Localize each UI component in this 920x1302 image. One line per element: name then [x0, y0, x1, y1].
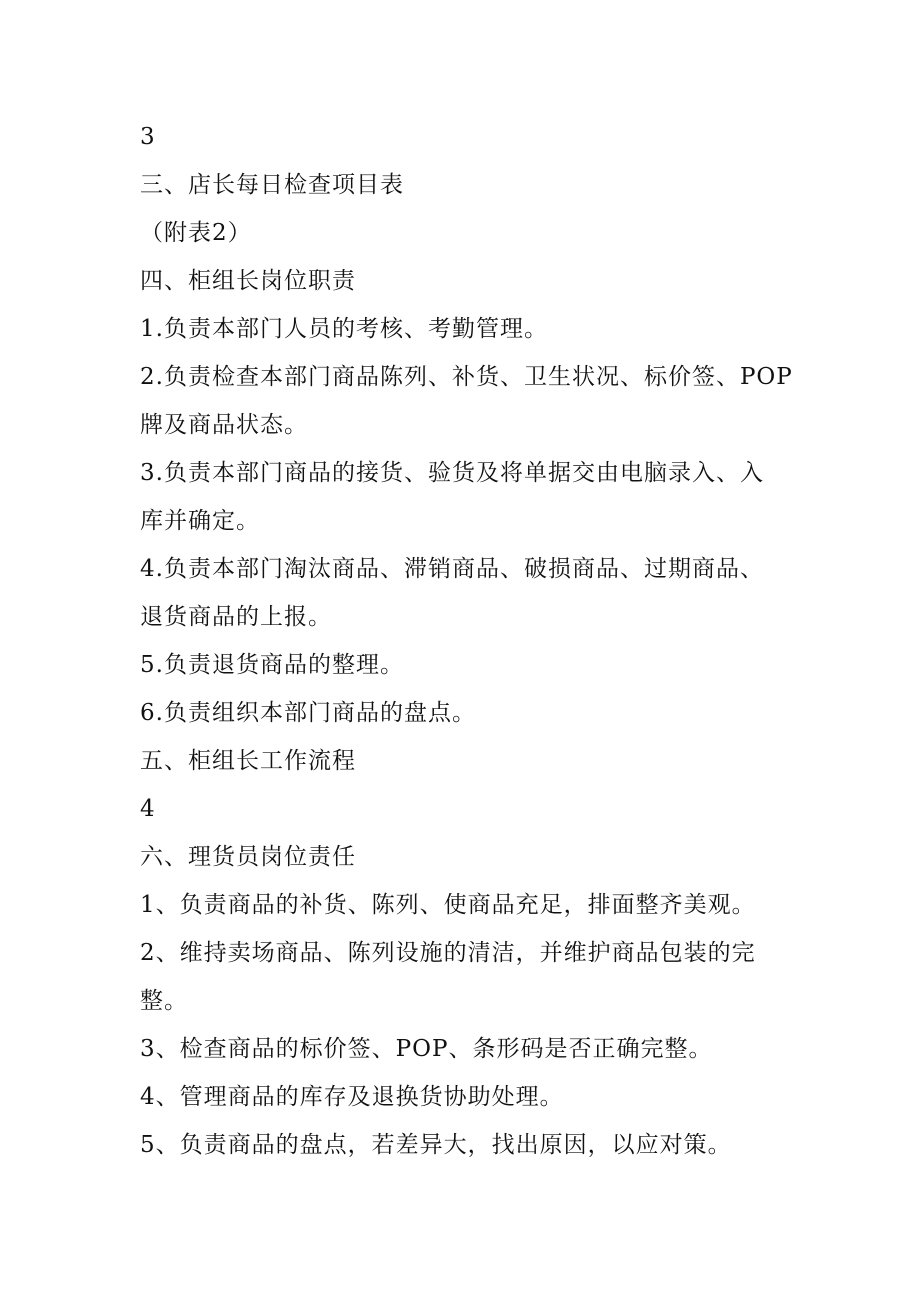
duty-item-5: 5.负责退货商品的整理。 — [140, 652, 404, 678]
clerk-item-5: 5、负责商品的盘点，若差异大，找出原因，以应对策。 — [140, 1132, 732, 1158]
clerk-item-2: 2、维持卖场商品、陈列设施的清洁，并维护商品包装的完 — [140, 940, 756, 966]
section-heading-5: 五、柜组长工作流程 — [140, 748, 356, 774]
page-number-4: 4 — [140, 796, 156, 822]
section-heading-3: 三、店长每日检查项目表 — [140, 172, 404, 198]
duty-item-4: 4.负责本部门淘汰商品、滞销商品、破损商品、过期商品、 — [140, 556, 764, 582]
duty-item-2-cont: 牌及商品状态。 — [140, 412, 308, 438]
duty-item-6: 6.负责组织本部门商品的盘点。 — [140, 700, 476, 726]
clerk-item-1: 1、负责商品的补货、陈列、使商品充足，排面整齐美观。 — [140, 892, 756, 918]
duty-item-4-cont: 退货商品的上报。 — [140, 604, 332, 630]
duty-item-3-cont: 库并确定。 — [140, 508, 260, 534]
clerk-item-4: 4、管理商品的库存及退换货协助处理。 — [140, 1084, 564, 1110]
clerk-item-2-cont: 整。 — [140, 988, 188, 1014]
section-heading-4: 四、柜组长岗位职责 — [140, 268, 356, 294]
appendix-note: （附表2） — [140, 220, 252, 246]
section-heading-6: 六、理货员岗位责任 — [140, 844, 356, 870]
clerk-item-3: 3、检查商品的标价签、POP、条形码是否正确完整。 — [140, 1036, 713, 1062]
duty-item-3: 3.负责本部门商品的接货、验货及将单据交由电脑录入、入 — [140, 460, 764, 486]
duty-item-2: 2.负责检查本部门商品陈列、补货、卫生状况、标价签、POP — [140, 364, 793, 390]
duty-item-1: 1.负责本部门人员的考核、考勤管理。 — [140, 316, 548, 342]
page-number-3: 3 — [140, 124, 156, 150]
